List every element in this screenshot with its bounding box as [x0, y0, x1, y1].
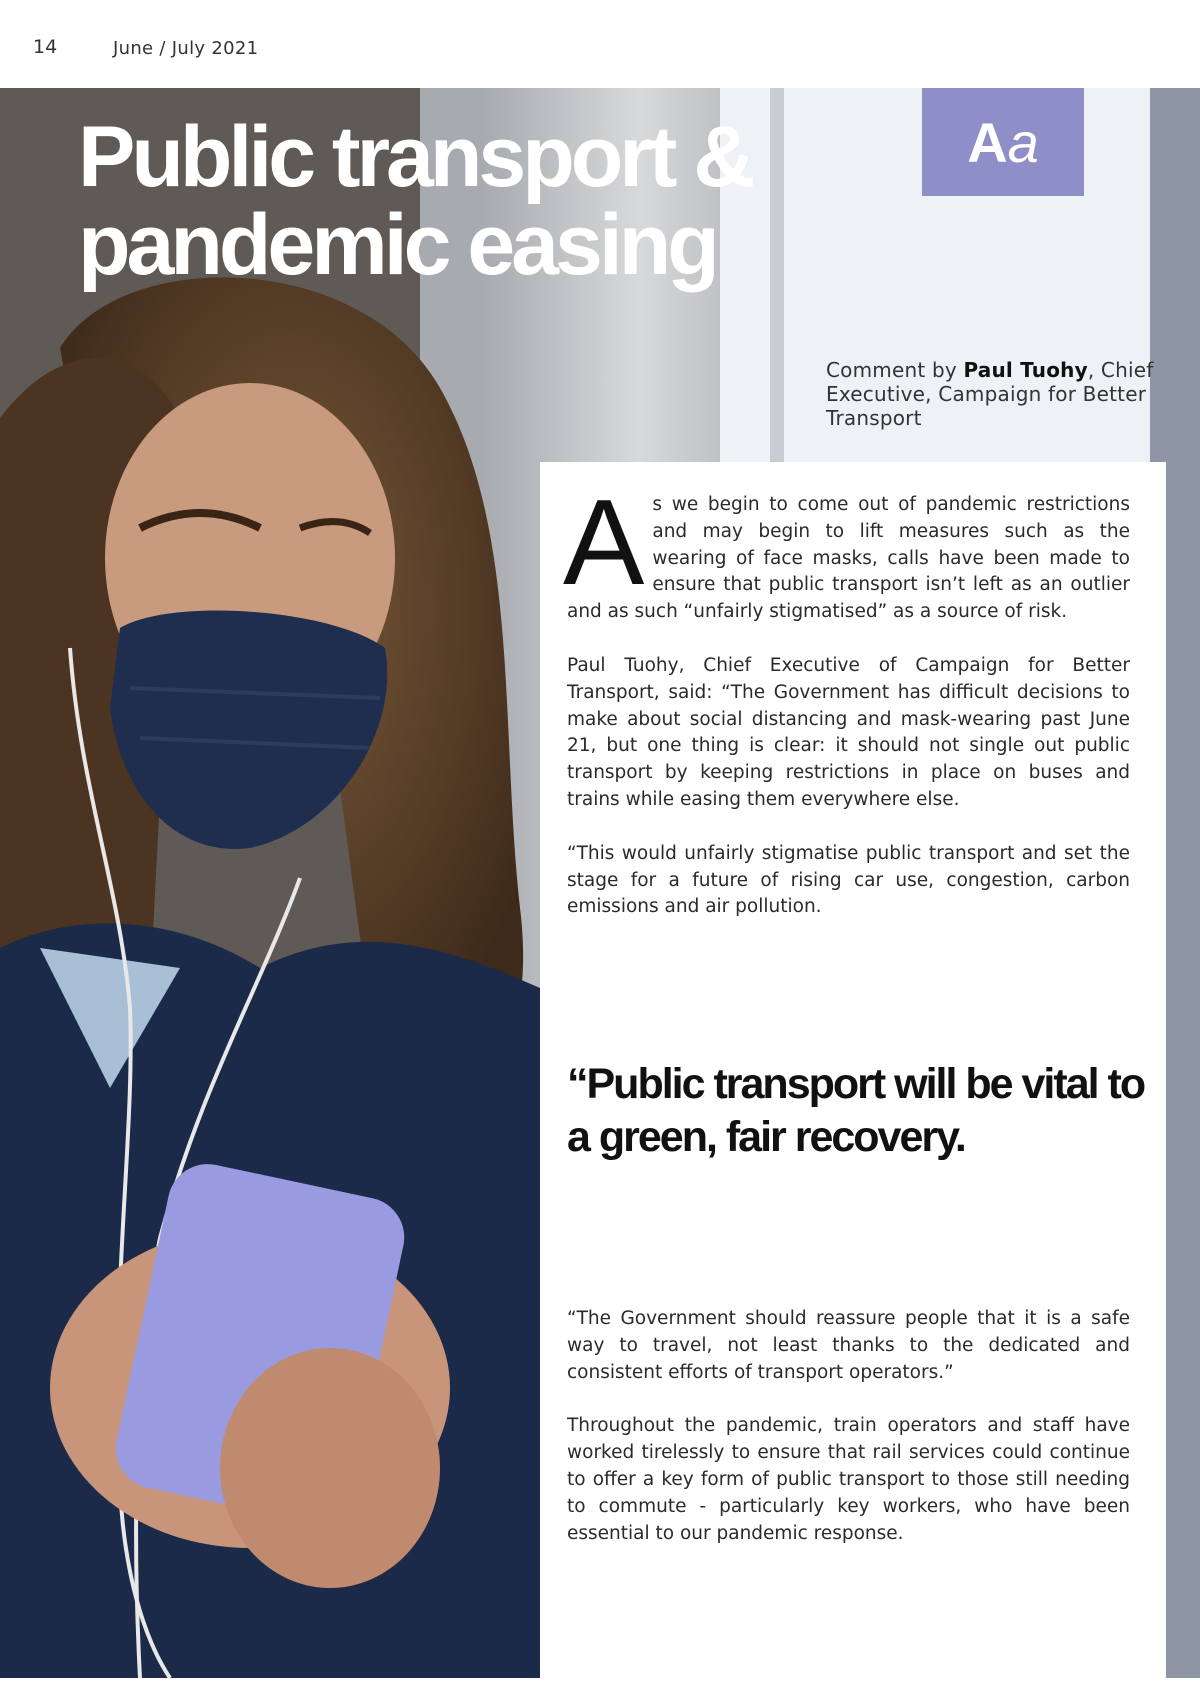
- page-header: [0, 0, 1200, 88]
- byline-author: Paul Tuohy: [963, 358, 1088, 382]
- logo-letter-upper: A: [967, 110, 1008, 174]
- byline: [826, 358, 1156, 430]
- byline-prefix: Comment by: [826, 358, 964, 382]
- byline-role: , Chief Executive, Campaign for Better Transport: [826, 358, 1154, 430]
- issue-date: June / July 2021: [113, 38, 259, 59]
- magazine-logo-icon: [922, 88, 1084, 196]
- pull-quote: “Public transport will be vital to a green, fair recovery.: [567, 1060, 1145, 1161]
- paragraph-5: Throughout the pandemic, train operators and staff have worked tirelessly to ensure that rail services could continue to offer a key form of public transport to those still needing to commute - particularly key workers, who have been essential to our pandemic response.: [567, 1415, 1130, 1544]
- paragraph-1-text: s we begin to come out of pandemic restrictions and may begin to lift measures such as the wearing of face masks, calls have been made to ensure that public transport isn’t left as an outlier and as such “unfairly stigmatised” as a source of risk.: [567, 494, 1130, 623]
- paragraph-intro: [563, 474, 1130, 626]
- page-number: 14: [33, 36, 58, 58]
- logo-letter-lower: a: [1007, 110, 1039, 174]
- paragraph-4: “The Government should reassure people that it is a safe way to travel, not least thanks to the dedicated and consistent efforts of transport operators.”: [567, 1308, 1130, 1383]
- paragraph-3: “This would unfairly stigmatise public transport and set the stage for a future of rising car use, congestion, carbon emissions and air pollution.: [567, 842, 1130, 918]
- article-body-bottom: [567, 1306, 1130, 1574]
- article-body-top: [563, 474, 1130, 948]
- drop-cap: A: [563, 474, 645, 610]
- article-title: Public transport & pandemic easing: [78, 109, 752, 293]
- paragraph-2: Paul Tuohy, Chief Executive of Campaign for Better Transport, said: “The Government has difficult decisions to make about social distancing and mask-wearing past June 21, but one thing is clear: it should not single out public transport by keeping restrictions in place on buses and trains while easing them everywhere else.: [567, 654, 1130, 810]
